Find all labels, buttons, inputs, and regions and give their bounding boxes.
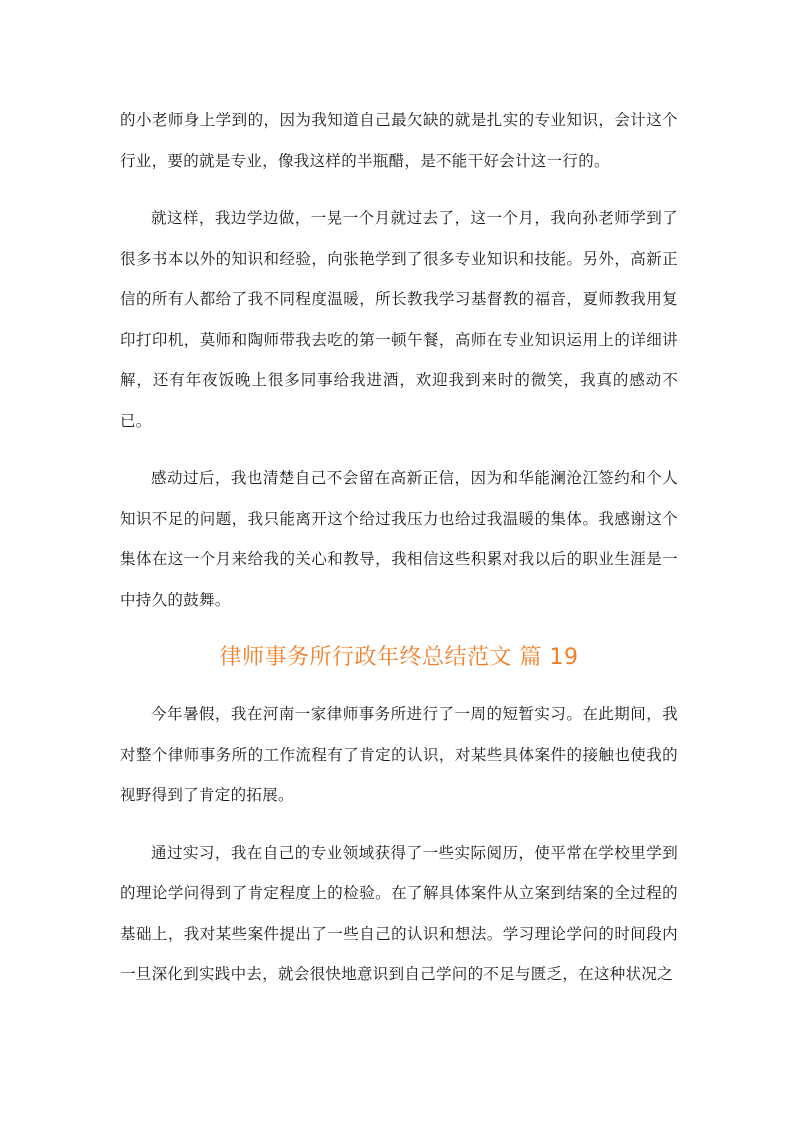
paragraph: 感动过后，我也清楚自己不会留在高新正信，因为和华能澜沧江签约和个人知识不足的问题，我只能离开这个给过我压力也给过我温暖的集体。我感谢这个集体在这一个月来给我的关心和教导，我相信这些积累对我以后的职业生涯是一中持久的鼓舞。 [120, 469, 678, 609]
paragraph-continuation: 的小老师身上学到的，因为我知道自己最欠缺的就是扎实的专业知识，会计这个行业，要的就是专业，像我这样的半瓶醋，是不能干好会计这一行的。 [120, 111, 678, 170]
paragraph: 今年暑假，我在河南一家律师事务所进行了一周的短暂实习。在此期间，我对整个律师事务所的工作流程有了肯定的认识，对某些具体案件的接触也使我的视野得到了肯定的拓展。 [120, 705, 678, 804]
document-body [120, 100, 678, 995]
section-heading: 律师事务所行政年终总结范文 篇 19 [219, 645, 579, 670]
paragraph: 就这样，我边学边做，一晃一个月就过去了，这一个月，我向孙老师学到了很多书本以外的知识和经验，向张艳学到了很多专业知识和技能。另外，高新正信的所有人都给了我不同程度温暖，所长教我学习基督教的福音，夏师教我用复印打印机，莫师和陶师带我去吃的第一顿午餐，高师在专业知识运用上的详细讲解，还有年夜饭晚上很多同事给我进酒，欢迎我到来时的微笑，我真的感动不已。 [120, 209, 678, 430]
paragraph: 通过实习，我在自己的专业领域获得了一些实际阅历，使平常在学校里学到的理论学问得到了肯定程度上的检验。在了解具体案件从立案到结案的全过程的基础上，我对某些案件提出了一些自己的认识和想法。学习理论学问的时间段内一旦深化到实践中去，就会很快地意识到自己学问的不足与匮乏，在这种状况之 [120, 843, 678, 983]
